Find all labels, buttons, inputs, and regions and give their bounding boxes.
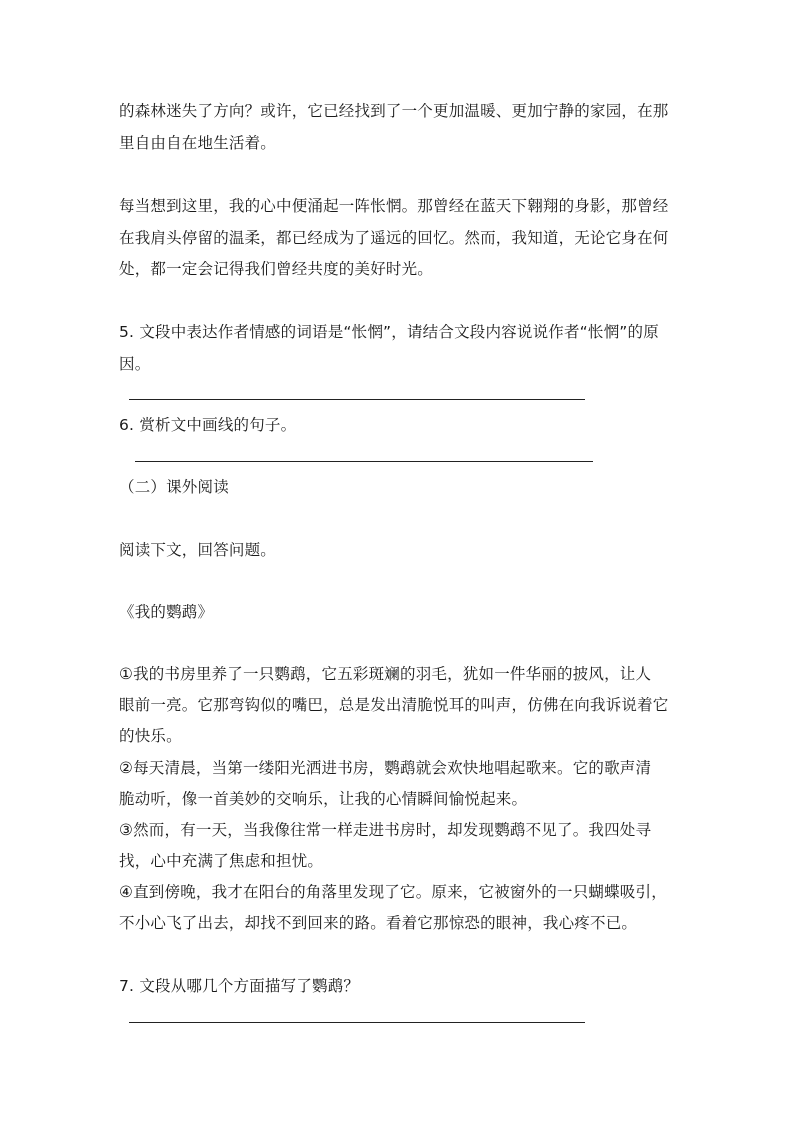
instruction-text: 阅读下文，回答问题。 — [119, 541, 277, 559]
article-paragraph-line: 的快乐。 — [119, 727, 182, 745]
answer-line-q7[interactable] — [129, 1022, 585, 1023]
article-paragraph-line: 眼前一亮。它那弯钩似的嘴巴，总是发出清脆悦耳的叫声，仿佛在向我诉说着它 — [119, 696, 669, 714]
article-paragraph-line: ②每天清晨，当第一缕阳光洒进书房，鹦鹉就会欢快地唱起歌来。它的歌声清 — [119, 759, 652, 777]
passage-line: 每当想到这里，我的心中便涌起一阵怅惘。那曾经在蓝天下翱翔的身影，那曾经 — [119, 197, 669, 215]
article-paragraph-line: 脆动听，像一首美妙的交响乐，让我的心情瞬间愉悦起来。 — [119, 790, 528, 808]
question-6: 6. 赏析文中画线的句子。 — [119, 416, 297, 434]
article-paragraph-line: ①我的书房里养了一只鹦鹉，它五彩斑斓的羽毛，犹如一件华丽的披风，让人 — [119, 665, 652, 683]
question-5-line: 因。 — [119, 355, 151, 373]
answer-line-q6[interactable] — [135, 461, 593, 462]
passage-line: 在我肩头停留的温柔，都已经成为了遥远的回忆。然而，我知道，无论它身在何 — [119, 229, 669, 247]
article-paragraph-line: 找，心中充满了焦虑和担忧。 — [119, 852, 324, 870]
passage-line: 里自由自在地生活着。 — [119, 134, 277, 152]
article-paragraph-line: ③然而，有一天，当我像往常一样走进书房时，却发现鹦鹉不见了。我四处寻 — [119, 821, 652, 839]
passage-line: 处，都一定会记得我们曾经共度的美好时光。 — [119, 260, 434, 278]
question-5-line: 5. 文段中表达作者情感的词语是“怅惘”，请结合文段内容说说作者“怅惘”的原 — [119, 323, 659, 341]
question-7: 7. 文段从哪几个方面描写了鹦鹉？ — [119, 977, 360, 995]
article-title: 《我的鹦鹉》 — [119, 603, 214, 621]
passage-line: 的森林迷失了方向？或许，它已经找到了一个更加温暖、更加宁静的家园，在那 — [119, 102, 669, 120]
article-paragraph-line: 不小心飞了出去，却找不到回来的路。看着它那惊恐的眼神，我心疼不已。 — [119, 914, 638, 932]
article-paragraph-line: ④直到傍晚，我才在阳台的角落里发现了它。原来，它被窗外的一只蝴蝶吸引， — [119, 883, 667, 901]
answer-line-q5[interactable] — [129, 399, 585, 400]
section-heading: （二）课外阅读 — [119, 478, 229, 496]
